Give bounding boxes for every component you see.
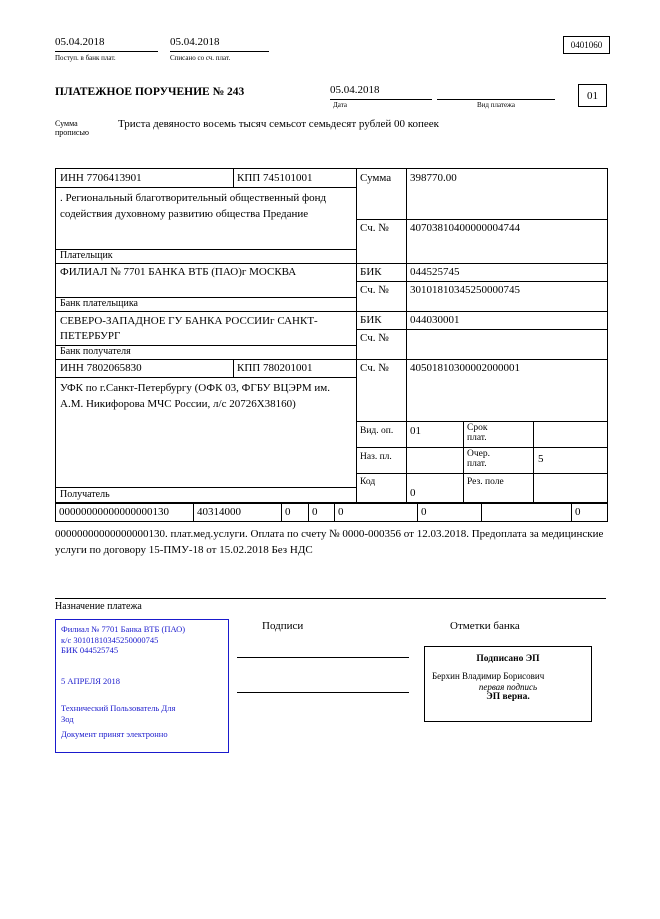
payee-bank-section-label: Банк получателя — [60, 346, 131, 357]
table-vline — [233, 359, 234, 377]
received-date-label: Поступ. в банк плат. — [55, 54, 116, 62]
signature-line-1 — [237, 657, 409, 658]
table-hline — [56, 377, 356, 378]
payer-bank-bik: 044525745 — [410, 266, 460, 278]
table-hline — [56, 263, 607, 264]
purpose-divider-line — [55, 598, 606, 599]
tax-type-field — [482, 503, 572, 521]
payer-bank-bik-label: БИК — [360, 266, 382, 278]
table-hline — [56, 311, 607, 312]
esign-note: первая подпись — [478, 682, 538, 692]
payer-inn: ИНН 7706413901 — [60, 172, 142, 184]
payer-section-label: Плательщик — [60, 250, 113, 261]
payee-bank-bik-label: БИК — [360, 314, 382, 326]
payment-kind-label: Вид платежа — [477, 101, 516, 109]
table-hline — [56, 187, 356, 188]
table-hline — [356, 421, 607, 422]
signatures-label: Подписи — [262, 620, 304, 632]
payee-bank-bik: 044030001 — [410, 314, 460, 326]
sum-label: Сумма — [360, 172, 392, 184]
code-value: 0 — [410, 487, 416, 499]
table-hline — [56, 359, 607, 360]
signature-line-2 — [237, 692, 409, 693]
esign-verdict: ЭП верна. — [486, 692, 530, 702]
received-date: 05.04.2018 — [55, 36, 158, 52]
payer-account: 40703810400000004744 — [410, 222, 520, 234]
reserve-field-label: Рез. поле — [467, 477, 504, 487]
payer-status-box: 01 — [578, 84, 607, 107]
payee-inn: ИНН 7802065830 — [60, 362, 142, 374]
table-vline — [463, 421, 464, 503]
pay-term-label: Срок плат. — [467, 423, 488, 444]
debited-date: 05.04.2018 — [170, 36, 269, 52]
op-kind-label: Вид. оп. — [360, 426, 394, 436]
table-hline — [356, 329, 607, 330]
table-hline — [356, 281, 607, 282]
kbk-field: 00000000000000000130 — [56, 503, 194, 521]
payment-purpose-label: Назначение платежа — [55, 601, 142, 612]
debited-date-label: Списано со сч. плат. — [170, 54, 231, 62]
stamp-line: Зод — [61, 713, 74, 724]
oktmo-field: 40314000 — [194, 503, 282, 521]
stamp-line: 5 АПРЕЛЯ 2018 — [61, 675, 121, 686]
stamp-line: БИК 044525745 — [61, 645, 119, 655]
payment-details-table — [55, 168, 608, 504]
tax-doc-date-field: 0 — [418, 503, 482, 521]
table-vline — [533, 421, 534, 503]
priority-label: Очер. плат. — [467, 449, 490, 470]
electronic-signature-box — [424, 646, 592, 722]
esign-signer-name: Берхин Владимир Борисович — [432, 671, 545, 681]
payee-kpp: КПП 780201001 — [237, 362, 313, 374]
payer-bank-name: ФИЛИАЛ № 7701 БАНКА ВТБ (ПАО)г МОСКВА — [60, 266, 297, 278]
bank-stamp-box — [55, 619, 229, 753]
stamp-line: Документ принят электронно — [61, 729, 168, 739]
document-date-label: Дата — [333, 101, 347, 109]
payee-bank-name: СЕВЕРО-ЗАПАДНОЕ ГУ БАНКА РОССИИг САНКТ-ПЕТЕРБУРГ — [60, 315, 318, 342]
table-hline — [356, 473, 607, 474]
document-title: ПЛАТЕЖНОЕ ПОРУЧЕНИЕ № 243 — [55, 86, 245, 98]
amount-in-words-value: Триста девяносто восемь тысяч семьсот семьдесят рублей 00 копеек — [118, 118, 439, 130]
payee-section-label: Получатель — [60, 489, 110, 500]
form-code-box: 0401060 — [563, 36, 610, 54]
payee-account-label: Сч. № — [360, 362, 389, 374]
document-date: 05.04.2018 — [330, 84, 432, 100]
tax-doc-number-field: 0 — [335, 503, 418, 521]
payee-bank-account-label: Сч. № — [360, 332, 389, 344]
payment-kind-line — [437, 84, 555, 100]
sum-value: 398770.00 — [410, 172, 457, 184]
esign-title: Подписано ЭП — [476, 654, 540, 664]
payer-bank-account: 30101810345250000745 — [410, 284, 520, 296]
stamp-line: к/с 30101810345250000745 — [61, 634, 159, 645]
payer-bank-account-label: Сч. № — [360, 284, 389, 296]
bank-marks-label: Отметки банка — [450, 620, 520, 632]
payee-name: УФК по г.Санкт-Петербургу (ОФК 03, ФГБУ ВЦЭРМ им. А.М. Никифорова МЧС России, л/с 20726X38160) — [60, 382, 330, 410]
table-vline — [233, 169, 234, 187]
payer-account-label: Сч. № — [360, 222, 389, 234]
op-kind-value: 01 — [410, 425, 421, 437]
payer-bank-section-label: Банк плательщика — [60, 298, 138, 309]
payment-purpose-text: 00000000000000000130. плат.мед.услуги. Оплата по счету № 0000-000356 от 12.03.2018. Предоплата за медицинские услуги по договору 15-ПМУ-18 от 15.02.2018 Без НДС — [55, 528, 604, 556]
table-hline — [56, 487, 356, 488]
purpose-code-label: Наз. пл. — [360, 452, 392, 462]
payer-name: . Региональный благотворительный общественный фонд содействия духовному развитию общества Предание — [60, 192, 327, 220]
budget-fields-row — [55, 502, 608, 522]
stamp-line: Филиал № 7701 Банка ВТБ (ПАО) — [61, 624, 186, 634]
payer-kpp: КПП 745101001 — [237, 172, 313, 184]
payee-account: 40501810300002000001 — [410, 362, 520, 374]
table-hline — [356, 219, 607, 220]
tax-basis-field: 0 — [282, 503, 309, 521]
table-hline — [356, 447, 607, 448]
tax-extra-field: 0 — [575, 506, 581, 518]
amount-in-words-label: Сумма прописью — [55, 119, 90, 137]
stamp-line: Технический Пользователь Для — [61, 703, 176, 713]
tax-period-field: 0 — [309, 503, 335, 521]
priority-value: 5 — [538, 453, 544, 465]
code-label: Код — [360, 477, 376, 487]
